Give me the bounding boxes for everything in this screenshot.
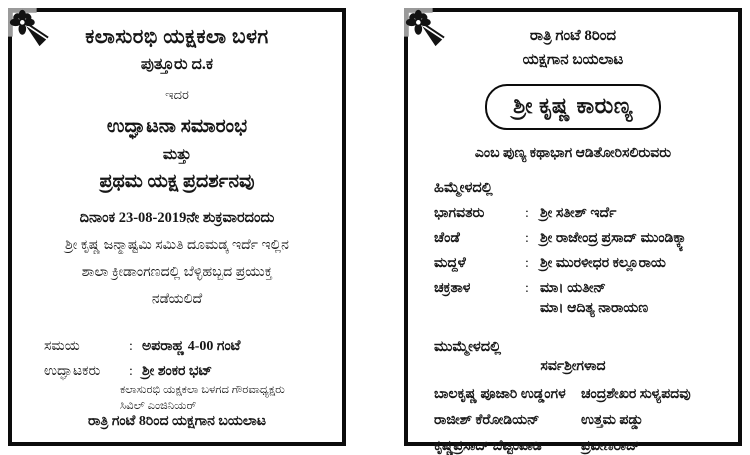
performers-grid: [420, 387, 726, 455]
cast-name: ಶ್ರೀ ಸತೀಶ್ ಇರ್ದೆ: [540, 206, 617, 221]
night-show-note: ರಾತ್ರಿ ಗಂಟೆ 8ರಿಂದ ಯಕ್ಷಗಾನ ಬಯಲಾಟ: [87, 414, 266, 429]
event-and-text: ಮತ್ತು: [162, 147, 192, 163]
venue-line2: ಶಾಲಾ ಕ್ರೀಡಾಂಗಣದಲ್ಲಿ ಬೆಳ್ಳಿಹಬ್ಬದ ಪ್ರಯುಕ್ತ: [81, 265, 273, 280]
show-time-line1: ರಾತ್ರಿ ಗಂಟೆ 8ರಿಂದ: [529, 28, 617, 44]
cast-role: ಚಕ್ರತಾಳ: [434, 281, 471, 296]
invitation-cast-panel: [404, 8, 742, 454]
cast-name: ಶ್ರೀ ಮುರಳೀಧರ ಕಲ್ಲೂರಾಯ: [540, 256, 666, 271]
inaugurator-label: ಉದ್ಘಾಟಕರು: [44, 364, 101, 379]
show-time-header: [420, 24, 726, 72]
performer-name: ರಾಜೀಶ್ ಕೆರೋಡಿಯನ್: [434, 413, 540, 428]
inaugurator-name: ಶ್ರೀ ಶಂಕರ ಭಟ್: [142, 364, 213, 379]
connector-text: ಇದರ: [165, 87, 189, 102]
time-row: [44, 339, 332, 355]
event-info-block: [22, 330, 332, 380]
mummela-heading: ಮುಮ್ಮೇಳದಲ್ಲಿ: [434, 339, 502, 355]
organization-place: ಪುತ್ತೂರು ದ.ಕ: [140, 56, 214, 73]
cast-role: ಚೆಂಡೆ: [434, 231, 460, 246]
cast-row: [434, 256, 726, 272]
mummela-subheading: ಸರ್ವಶ್ರೀಗಳಾದ: [540, 359, 606, 374]
himmela-heading: ಹಿಮ್ಮೇಳದಲ್ಲಿ: [434, 180, 493, 196]
colon-separator: :: [525, 231, 529, 246]
venue-line3: ನಡೆಯಲಿದೆ: [151, 292, 203, 307]
event-date-line: ದಿನಾಂಕ 23-08-2019ನೇ ಶುಕ್ರವಾರದಂದು: [79, 210, 275, 226]
cast-name: ಶ್ರೀ ರಾಜೇಂದ್ರ ಪ್ರಸಾದ್ ಮುಂಡಿಕ್ಕ್ಯಾ: [540, 231, 689, 246]
invitation-front-panel: [8, 8, 346, 446]
cast-row: [434, 281, 726, 297]
venue-line1: ಶ್ರೀ ಕೃಷ್ಣ ಜನ್ಮಾಷ್ಟಮಿ ಸಮಿತಿ ದೂಮಡ್ಕ ಇರ್ದೆ ಇಲ್ಲಿನ: [65, 238, 289, 253]
organization-name: ಕಲಾಸುರಭಿ ಯಕ್ಷಕಲಾ ಬಳಗ: [85, 26, 269, 48]
performer-name: ಉತ್ತಮ ಪಡ್ಡು: [581, 413, 644, 428]
cast-role: ಮದ್ದಳೆ: [434, 256, 466, 271]
performer-name: ಬಾಲಕೃಷ್ಣ ಪೂಜಾರಿ ಉಡ್ಡಂಗಳ: [434, 387, 566, 402]
cast-name: ಮಾ। ಯತೀನ್: [540, 281, 606, 296]
inaugurator-designation: [22, 382, 332, 414]
performer-name: ಕೃಷ್ಣಪ್ರಸಾದ್ ಬೆಟ್ಟಂಪಾಡಿ: [434, 439, 542, 454]
inaugurator-row: [44, 364, 332, 380]
cast-role: ಭಾಗವತರು: [434, 206, 485, 221]
colon-separator: :: [129, 339, 133, 354]
performer-name: ಪ್ರವೀಣರಾಜ್: [581, 439, 640, 454]
colon-separator: :: [525, 281, 529, 296]
time-value: ಅಪರಾಹ್ಣ 4-00 ಗಂಟೆ: [142, 339, 241, 354]
himmela-section: [420, 180, 726, 317]
performer-name: ಚಂದ್ರಶೇಖರ ಸುಳ್ಯಪದವು: [581, 387, 691, 402]
colon-separator: :: [525, 206, 529, 221]
cast-name-secondary: ಮಾ। ಆದಿತ್ಯ ನಾರಾಯಣ: [540, 301, 649, 316]
event-title-line1: ಉದ್ಘಾಟನಾ ಸಮಾರಂಭ: [106, 116, 248, 137]
cast-row: [434, 231, 726, 247]
cast-row: [434, 206, 726, 222]
colon-separator: :: [525, 256, 529, 271]
event-title-line2: ಪ್ರಥಮ ಯಕ್ಷ ಪ್ರದರ್ಶನವು: [99, 171, 255, 192]
inaugurator-title-line2: ಸಿವಿಲ್ ಎಂಜಿನಿಯರ್: [120, 400, 197, 412]
show-time-line2: ಯಕ್ಷಗಾನ ಬಯಲಾಟ: [522, 52, 624, 68]
play-title-badge: ಶ್ರೀ ಕೃಷ್ಣ ಕಾರುಣ್ಯ: [485, 84, 661, 130]
colon-separator: :: [129, 364, 133, 379]
inaugurator-title-line1: ಕಲಾಸುರಭಿ ಯಕ್ಷಕಲಾ ಬಳಗದ ಗೌರವಾಧ್ಯಕ್ಷರು: [120, 384, 285, 396]
play-subtitle: ಎಂಬ ಪುಣ್ಯ ಕಥಾಭಾಗ ಆಡಿತೋರಿಸಲಿರುವರು: [474, 146, 672, 161]
time-label: ಸಮಯ: [44, 339, 80, 354]
